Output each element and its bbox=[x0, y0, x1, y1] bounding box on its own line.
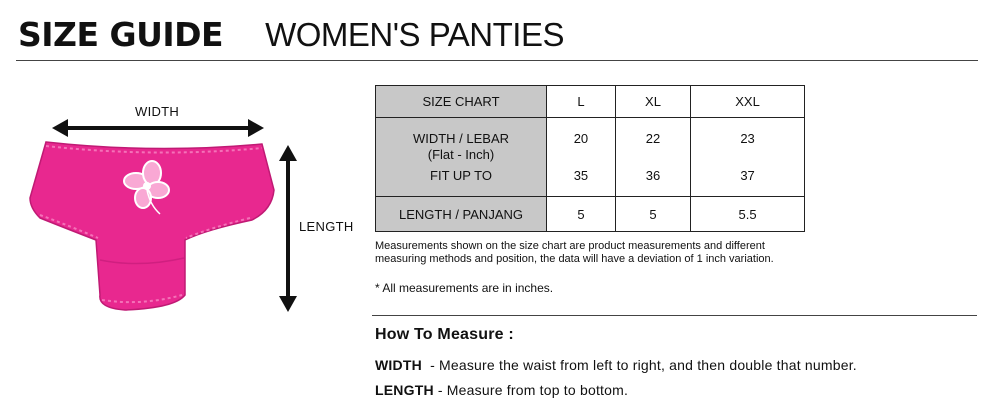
how-to-measure-title: How To Measure : bbox=[375, 326, 514, 343]
size-chart-table bbox=[375, 85, 805, 232]
fit-value-l: 35 bbox=[573, 168, 589, 183]
length-instruction bbox=[375, 382, 628, 398]
width-fit-cell-xl bbox=[615, 118, 690, 197]
length-value-xl: 5 bbox=[615, 197, 690, 232]
size-xxl: XXL bbox=[691, 86, 805, 118]
width-value-xxl: 23 bbox=[740, 131, 755, 146]
width-label: WIDTH bbox=[135, 104, 180, 119]
deviation-line-1: Measurements shown on the size chart are product measurements and different bbox=[375, 240, 765, 252]
deviation-line-2: measuring methods and position, the data will have a deviation of 1 inch variation. bbox=[375, 253, 774, 265]
page-title bbox=[18, 14, 564, 54]
top-divider bbox=[16, 60, 978, 61]
width-value-l: 20 bbox=[573, 131, 589, 146]
width-fit-label-cell bbox=[376, 118, 547, 197]
title-main: SIZE GUIDE bbox=[18, 15, 224, 54]
title-subtitle: WOMEN'S PANTIES bbox=[265, 16, 564, 53]
width-instruction-text: - Measure the waist from left to right, and then double that number. bbox=[421, 357, 857, 373]
panties-illustration bbox=[0, 90, 370, 330]
width-fit-row bbox=[376, 118, 805, 197]
deviation-note bbox=[375, 240, 975, 266]
length-value-l: 5 bbox=[547, 197, 616, 232]
garment-figure bbox=[0, 90, 370, 330]
garment-shape bbox=[30, 142, 274, 310]
section-divider bbox=[372, 315, 977, 316]
width-label-line1: WIDTH / LEBAR bbox=[412, 131, 510, 146]
size-xl: XL bbox=[615, 86, 690, 118]
width-value-xl: 22 bbox=[645, 131, 661, 146]
length-term: LENGTH bbox=[375, 382, 434, 398]
size-l: L bbox=[547, 86, 616, 118]
fit-label: FIT UP TO bbox=[430, 168, 492, 183]
width-term: WIDTH bbox=[375, 357, 422, 373]
fit-value-xl: 36 bbox=[645, 168, 661, 183]
length-value-xxl: 5.5 bbox=[691, 197, 805, 232]
fit-value-xxl: 37 bbox=[740, 168, 755, 183]
size-header-row bbox=[376, 86, 805, 118]
inches-note: * All measurements are in inches. bbox=[375, 281, 554, 295]
length-row-label: LENGTH / PANJANG bbox=[376, 197, 547, 232]
size-chart-label: SIZE CHART bbox=[376, 86, 547, 118]
width-label-line2: (Flat - Inch) bbox=[427, 147, 495, 162]
width-instruction bbox=[375, 357, 857, 373]
length-instruction-text: - Measure from top to bottom. bbox=[433, 382, 629, 398]
length-row bbox=[376, 197, 805, 232]
width-fit-cell-l bbox=[547, 118, 616, 197]
length-label: LENGTH bbox=[299, 219, 354, 234]
width-fit-cell-xxl bbox=[691, 118, 805, 197]
